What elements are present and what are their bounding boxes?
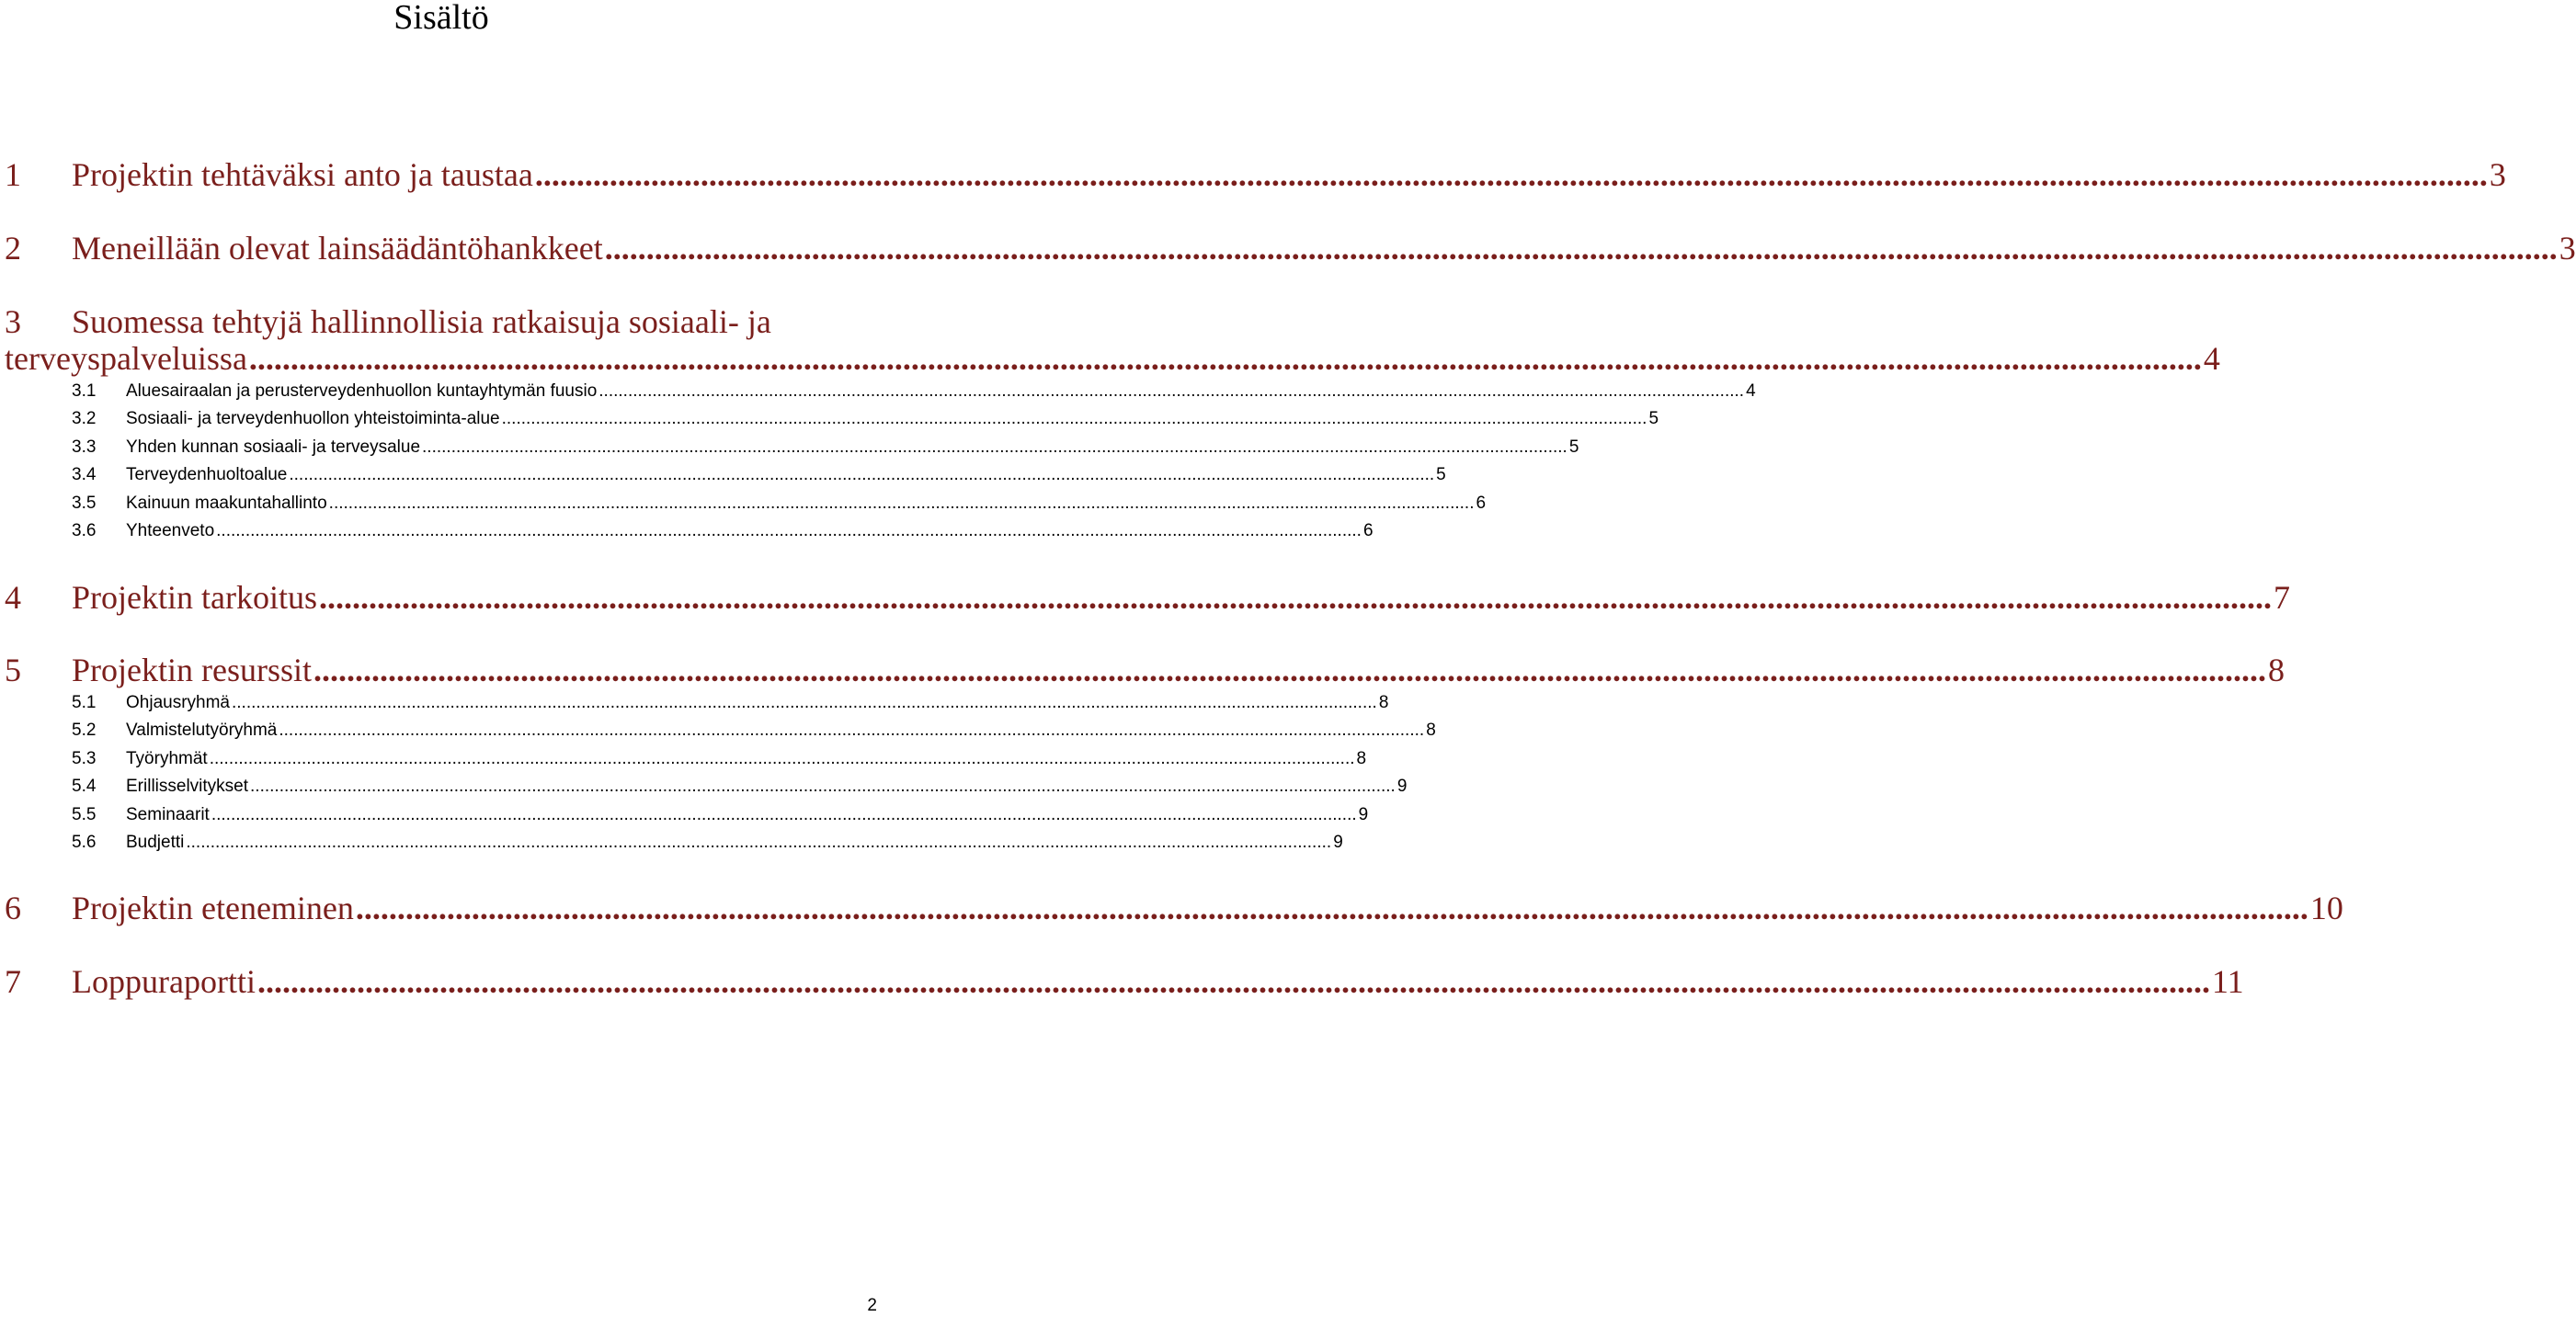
toc-entry-chapter-2[interactable] <box>5 228 2576 268</box>
toc-entry-chapter-4[interactable] <box>5 577 2290 618</box>
dot-leader: ............................................................................................................................................................................................................................................ <box>289 465 1435 484</box>
toc-title: Seminaarit <box>126 805 210 824</box>
toc-page-number: 3 <box>2489 156 2506 193</box>
dot-leader: ............................................................................................................................................................................................................................................ <box>534 156 2488 193</box>
toc-entry-section-3-1[interactable] <box>72 380 1756 403</box>
toc-entry-chapter-5[interactable] <box>5 650 2285 690</box>
dot-leader: ............................................................................................................................................................................................................................................ <box>232 693 1377 712</box>
toc-number: 3.3 <box>72 437 97 457</box>
dot-leader: ............................................................................................................................................................................................................................................ <box>598 381 1745 401</box>
toc-number: 3.6 <box>72 521 97 540</box>
toc-title: Projektin tehtäväksi anto ja taustaa <box>72 156 533 193</box>
toc-title: Kainuun maakuntahallinto <box>126 494 327 513</box>
toc-number: 5.5 <box>72 805 97 824</box>
toc-number: 1 <box>5 156 21 193</box>
toc-page-number: 6 <box>1476 494 1487 513</box>
toc-number: 5 <box>5 652 21 688</box>
toc-page-number: 9 <box>1358 805 1369 824</box>
toc-page-number: 8 <box>1356 749 1367 768</box>
toc-entry-section-3-3[interactable] <box>72 437 1579 459</box>
toc-number: 3.2 <box>72 409 97 428</box>
toc-number: 2 <box>5 230 21 267</box>
toc-title: Meneillään olevat lainsäädäntöhankkeet <box>72 230 603 267</box>
toc-number: 3.1 <box>72 381 97 401</box>
toc-title: Sosiaali- ja terveydenhuollon yhteistoiminta-alue <box>126 409 500 428</box>
toc-number: 6 <box>5 890 21 926</box>
toc-entry-section-3-6[interactable] <box>72 520 1373 542</box>
toc-number: 5.6 <box>72 833 97 852</box>
toc-page-number: 5 <box>1436 465 1446 484</box>
dot-leader: ............................................................................................................................................................................................................................................ <box>328 494 1475 513</box>
toc-number: 5.1 <box>72 693 97 712</box>
toc-entry-chapter-1[interactable] <box>5 154 2506 195</box>
dot-leader: ............................................................................................................................................................................................................................................ <box>248 340 2202 377</box>
dot-leader: ............................................................................................................................................................................................................................................ <box>209 749 1355 768</box>
dot-leader: ............................................................................................................................................................................................................................................ <box>279 721 1425 740</box>
toc-entry-chapter-6[interactable] <box>5 888 2343 928</box>
toc-title: Terveydenhuoltoalue <box>126 465 288 484</box>
toc-title: Työryhmät <box>126 749 208 768</box>
toc-page-number: 9 <box>1333 833 1343 852</box>
dot-leader: ............................................................................................................................................................................................................................................ <box>355 890 2308 926</box>
toc-page-number: 5 <box>1568 437 1579 457</box>
toc-entry-section-3-4[interactable] <box>72 464 1446 486</box>
toc-page-number: 11 <box>2211 963 2244 1000</box>
dot-leader: ............................................................................................................................................................................................................................................ <box>604 230 2558 267</box>
toc-page-number: 3 <box>2559 230 2576 267</box>
toc-entry-section-5-4[interactable] <box>72 776 1408 798</box>
dot-leader: ............................................................................................................................................................................................................................................ <box>313 652 2266 688</box>
toc-number: 5.4 <box>72 777 97 796</box>
toc-page-number: 7 <box>2273 579 2290 616</box>
dot-leader: ............................................................................................................................................................................................................................................ <box>250 777 1396 796</box>
dot-leader: ............................................................................................................................................................................................................................................ <box>256 963 2210 1000</box>
dot-leader: ............................................................................................................................................................................................................................................ <box>211 805 1357 824</box>
toc-entry-section-5-6[interactable] <box>72 832 1343 854</box>
toc-number: 3 <box>5 303 21 340</box>
toc-entry-section-5-3[interactable] <box>72 748 1367 770</box>
toc-title-continued: terveyspalveluissa <box>5 340 247 377</box>
toc-title: Projektin tarkoitus <box>72 579 317 616</box>
toc-page-number: 8 <box>2267 652 2285 688</box>
toc-title: Projektin resurssit <box>72 652 312 688</box>
toc-number: 3.5 <box>72 494 97 513</box>
toc-title: Yhden kunnan sosiaali- ja terveysalue <box>126 437 421 457</box>
toc-title: Budjetti <box>126 833 185 852</box>
toc-title: Valmistelutyöryhmä <box>126 721 278 740</box>
toc-title: Aluesairaalan ja perusterveydenhuollon kuntayhtymän fuusio <box>126 381 598 401</box>
toc-entry-chapter-3-line-2[interactable] <box>5 338 2220 379</box>
toc-page-number: 10 <box>2309 890 2343 926</box>
toc-title: Projektin eteneminen <box>72 890 354 926</box>
dot-leader: ............................................................................................................................................................................................................................................ <box>422 437 1567 457</box>
toc-entry-section-5-5[interactable] <box>72 804 1369 826</box>
toc-entry-chapter-7[interactable] <box>5 961 2244 1002</box>
toc-page-number: 4 <box>2203 340 2220 377</box>
toc-page-number: 6 <box>1362 521 1373 540</box>
toc-title: Suomessa tehtyjä hallinnollisia ratkaisuja sosiaali- ja <box>72 303 771 340</box>
toc-title: Ohjausryhmä <box>126 693 230 712</box>
toc-page-number: 5 <box>1648 409 1659 428</box>
toc-page-number: 8 <box>1378 693 1389 712</box>
dot-leader: ............................................................................................................................................................................................................................................ <box>501 409 1647 428</box>
toc-page-number: 9 <box>1396 777 1408 796</box>
dot-leader: ............................................................................................................................................................................................................................................ <box>216 521 1362 540</box>
dot-leader: ............................................................................................................................................................................................................................................ <box>318 579 2272 616</box>
toc-number: 7 <box>5 963 21 1000</box>
toc-entry-section-5-2[interactable] <box>72 720 1436 742</box>
toc-page-number: 8 <box>1426 721 1436 740</box>
toc-entry-section-3-5[interactable] <box>72 493 1487 515</box>
toc-title: Erillisselvitykset <box>126 777 249 796</box>
dot-leader: ............................................................................................................................................................................................................................................ <box>186 833 1332 852</box>
toc-page-number: 4 <box>1746 381 1756 401</box>
footer-page-number: 2 <box>867 1296 877 1315</box>
toc-entry-section-3-2[interactable] <box>72 408 1659 430</box>
toc-number: 5.3 <box>72 749 97 768</box>
toc-title: Yhteenveto <box>126 521 215 540</box>
toc-number: 3.4 <box>72 465 97 484</box>
page-title: Sisältö <box>393 0 489 37</box>
toc-number: 4 <box>5 579 21 616</box>
toc-entry-section-5-1[interactable] <box>72 692 1389 714</box>
toc-number: 5.2 <box>72 721 97 740</box>
toc-entry-chapter-3-line-1[interactable] <box>5 301 878 342</box>
toc-title: Loppuraportti <box>72 963 256 1000</box>
